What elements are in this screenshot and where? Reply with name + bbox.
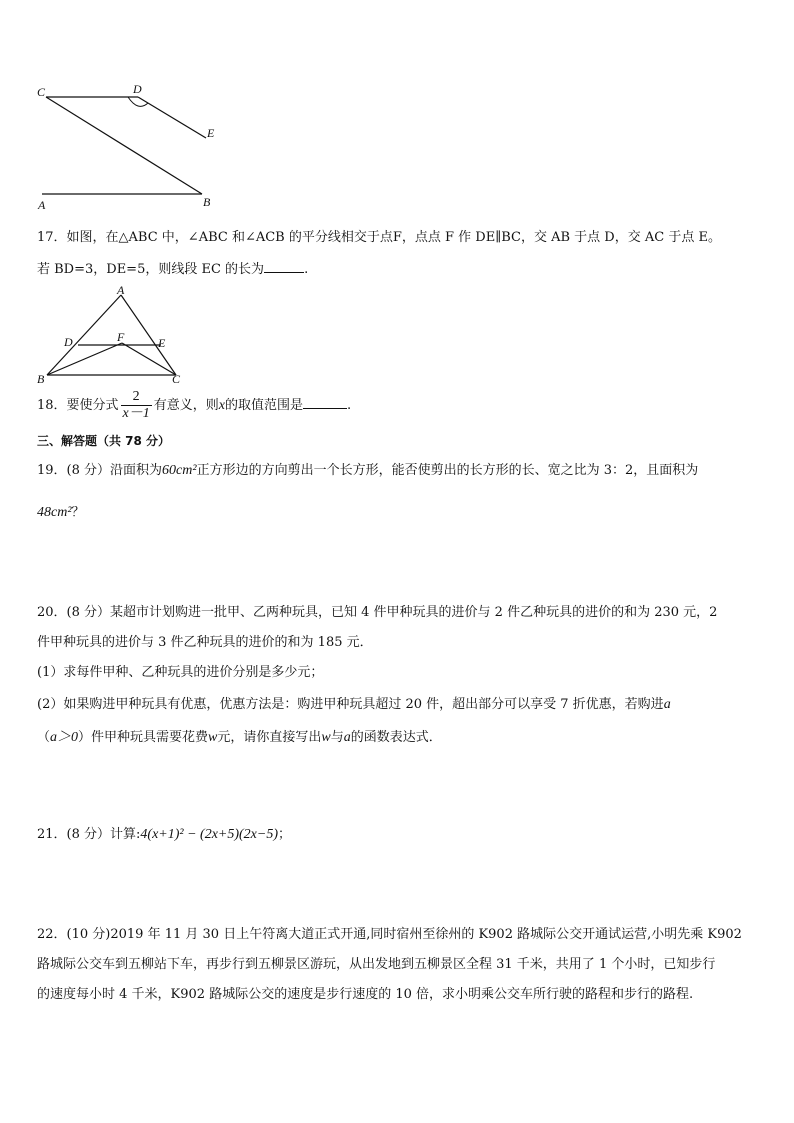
q22-line1: 22．(10 分)2019 年 11 月 30 日上午符离大道正式开通,同时宿州至徐州的 K902 路城际公交开通试运营,小明先乘 K902: [37, 927, 742, 942]
q17-line2-prefix: 若 BD=3，DE=5，则线段 EC 的长为: [37, 262, 265, 277]
q19-prefix: 19．(8 分）沿面积为: [37, 463, 163, 478]
q18-middle: 有意义，则: [153, 398, 219, 413]
section-heading: 三、解答题（共 78 分）: [37, 434, 171, 448]
q18-answer-blank: [303, 395, 347, 409]
q17-line2: [37, 259, 308, 279]
label-e: E: [207, 126, 215, 140]
label-a: A: [117, 283, 125, 297]
q20-part1: (1）求每件甲种、乙种玩具的进价分别是多少元；: [37, 665, 324, 680]
q20-var-a2: a: [343, 730, 351, 745]
q17-line2-suffix: .: [304, 262, 309, 277]
q20-part2-line2: [37, 729, 442, 747]
q18-fraction-denominator: x－1: [122, 406, 150, 421]
q20-open-paren: （: [37, 730, 51, 745]
segment-cf: [122, 343, 176, 375]
segment-ab: [47, 295, 121, 375]
q19-end: ？: [71, 505, 85, 520]
q18-prefix: 18．要使分式: [37, 398, 119, 413]
q18-suffix: 的取值范围是: [225, 398, 304, 413]
q20-mid1: ）件甲种玩具需要花费: [78, 730, 209, 745]
q19-area1: 60cm²: [162, 463, 197, 478]
label-d: D: [64, 335, 73, 349]
label-a: A: [38, 198, 46, 212]
q18-fraction: [121, 389, 152, 422]
q21-end: ；: [278, 827, 292, 842]
segment-bf: [47, 343, 122, 375]
q19-line1: [37, 462, 698, 480]
segment-de: [138, 97, 206, 138]
q20-var-w: w: [208, 730, 218, 745]
label-b: B: [203, 195, 211, 209]
q20-var-a: a: [663, 697, 671, 712]
q20-end: 的函数表达式．: [350, 730, 442, 745]
q20-part2-text: (2）如果购进甲种玩具有优惠，优惠方法是：购进甲种玩具超过 20 件，超出部分可以享受 7 折优惠，若购进: [37, 697, 664, 712]
q20-condition: a＞0: [50, 730, 79, 745]
q21-prefix: 21．(8 分）计算:: [37, 827, 141, 842]
label-b: B: [37, 372, 45, 386]
q18-fraction-numerator: 2: [121, 389, 152, 406]
q19-suffix: 正方形边的方向剪出一个长方形，能否使剪出的长方形的长、宽之比为 3：2，且面积为: [196, 463, 699, 478]
q22-line2: 路城际公交车到五柳站下车，再步行到五柳景区游玩，从出发地到五柳景区全程 31 千米，共用了 1 个小时，已知步行: [37, 957, 716, 972]
q19-area2: 48cm²: [37, 505, 72, 520]
label-d: D: [133, 82, 142, 96]
q20-var-w2: w: [321, 730, 331, 745]
label-c: C: [37, 85, 46, 99]
q19-line2: [37, 504, 85, 522]
q21-expression: 4(x+1)² − (2x+5)(2x−5): [140, 827, 279, 842]
q18-line: [37, 389, 351, 423]
figure-parallel-lines: [30, 78, 230, 214]
q20-part2-line1: [37, 696, 671, 714]
q20-line2: 件甲种玩具的进价与 3 件乙种玩具的进价的和为 185 元．: [37, 635, 373, 650]
segment-cb: [46, 97, 202, 194]
q22-line3: 的速度每小时 4 千米，K902 路城际公交的速度是步行速度的 10 倍，求小明乘公交车所行驶的路程和步行的路程.: [37, 987, 694, 1002]
figure-triangle: [32, 283, 192, 387]
q17-line1: 17．如图，在△ABC 中，∠ABC 和∠ACB 的平分线相交于点F，点点 F 作 DE∥BC，交 AB 于点 D，交 AC 于点 E。: [37, 230, 721, 245]
label-f: F: [117, 330, 125, 344]
q20-line1: 20．(8 分）某超市计划购进一批甲、乙两种玩具，已知 4 件甲种玩具的进价与 2 件乙种玩具的进价的和为 230 元，2: [37, 605, 718, 620]
q17-answer-blank: [264, 259, 304, 273]
q21-line: [37, 826, 291, 844]
q18-end: .: [347, 398, 352, 413]
label-c: C: [172, 372, 181, 386]
segment-ac: [121, 295, 176, 375]
q18-variable: x: [218, 398, 225, 413]
label-e: E: [158, 336, 166, 350]
q20-mid2: 元，请你直接写出: [217, 730, 322, 745]
q20-mid3: 与: [330, 730, 344, 745]
